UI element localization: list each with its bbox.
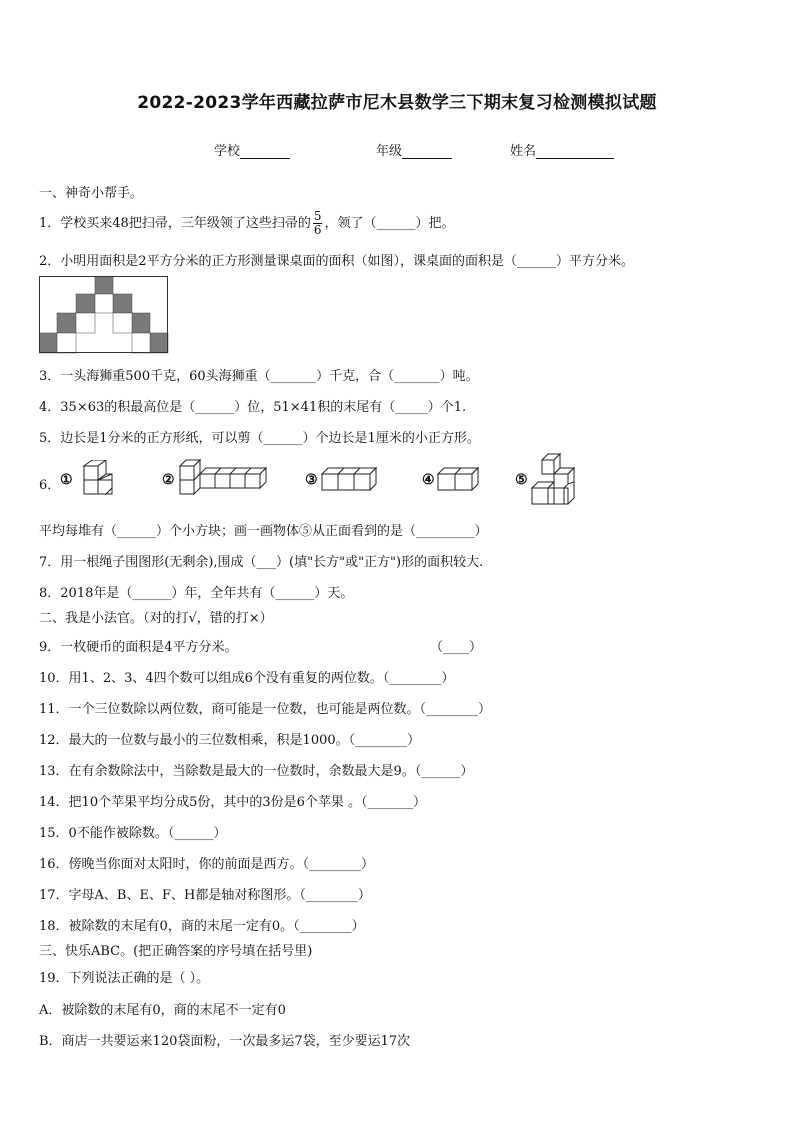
option-b: B．商店一共要运来120袋面粉，一次最多运7袋，至少要运17次 [39,1034,411,1049]
question-16: 16．傍晚当你面对太阳时，你的前面是西方。（________） [39,857,375,872]
name-field[interactable] [510,140,614,159]
question-5: 5．边长是1分米的正方形纸，可以剪（______）个边长是1厘米的小正方形。 [39,431,480,446]
school-field[interactable] [214,140,290,159]
q6-mark-3: ③ [305,472,318,488]
question-13: 13．在有余数除法中，当除数是最大的一位数时，余数最大是9。（______） [39,764,474,779]
cube-figure-4 [436,466,482,496]
question-3: 3．一头海狮重500千克，60头海狮重（_______）千克，合（_______）吨。 [39,369,479,384]
question-11: 11．一个三位数除以两位数，商可能是一位数，也可能是两位数。（________） [39,702,492,717]
q1-text: 1．学校买来48把扫帚，三年级领了这些扫帚的 [39,216,311,231]
question-17: 17．字母A、B、E、F、H都是轴对称图形。（________） [39,888,371,903]
question-12: 12．最大的一位数与最小的三位数相乘，积是1000。（________） [39,733,421,748]
cube-figure-3 [320,466,380,496]
question-10: 10．用1、2、3、4四个数可以组成6个没有重复的两位数。（________） [39,671,455,686]
page-title: 2022-2023学年西藏拉萨市尼木县数学三下期末复习检测模拟试题 [137,93,657,113]
question-18: 18．被除数的末尾有0，商的末尾一定有0。（________） [39,919,365,934]
question-8: 8．2018年是（______）年，全年共有（______）天。 [39,586,354,601]
cube-figure-2 [176,458,272,504]
question-14: 14．把10个苹果平均分成5份，其中的3份是6个苹果 。（_______） [39,795,427,810]
option-a: A．被除数的末尾有0，商的末尾不一定有0 [39,1003,286,1018]
question-1 [39,210,454,237]
name-label: 姓名 [510,144,537,159]
school-blank[interactable] [240,144,290,159]
q6-mark-4: ④ [422,472,435,488]
grade-label: 年级 [376,144,403,159]
cube-figure-1 [76,460,116,504]
question-9-blank[interactable]: （____） [430,640,483,655]
question-2: 2．小明用面积是2平方分米的正方形测量课桌面的面积（如图），课桌面的面积是（______）平方分米。 [39,254,635,269]
section1-heading: 一、神奇小帮手。 [39,186,144,201]
q6-mark-1: ① [60,472,73,488]
fraction-numerator: 5 [313,209,322,223]
q6-mark-2: ② [162,472,175,488]
q1-tail: ，领了（______）把。 [324,216,455,231]
section3-heading: 三、快乐ABC。(把正确答案的序号填在括号里) [39,944,313,959]
grade-blank[interactable] [402,144,452,159]
question-9: 9．一枚硬币的面积是4平方分米。 [39,640,238,655]
grade-field[interactable] [376,140,452,159]
question-7: 7．用一根绳子围图形(无剩余),围成（___）(填"长方"或"正方")形的面积较大. [39,555,484,570]
cube-figure-5 [530,452,580,510]
question-15: 15．0不能作被除数。（______） [39,826,227,841]
section2-heading: 二、我是小法官。（对的打√，错的打×） [39,611,273,626]
question-19: 19．下列说法正确的是（ ）。 [39,971,210,986]
fraction-denominator: 6 [313,223,322,237]
name-blank[interactable] [536,144,614,159]
question-4: 4．35×63的积最高位是（______）位，51×41积的末尾有（_____）个1. [39,400,467,415]
school-label: 学校 [214,144,241,159]
fraction [313,210,323,237]
desk-grid-figure [39,276,169,354]
question-6-tail: 平均每堆有（______）个小方块；画一画物体⑤从正面看到的是（_________） [39,524,488,539]
question-6-label: 6． [39,478,61,493]
q6-mark-5: ⑤ [515,472,528,488]
